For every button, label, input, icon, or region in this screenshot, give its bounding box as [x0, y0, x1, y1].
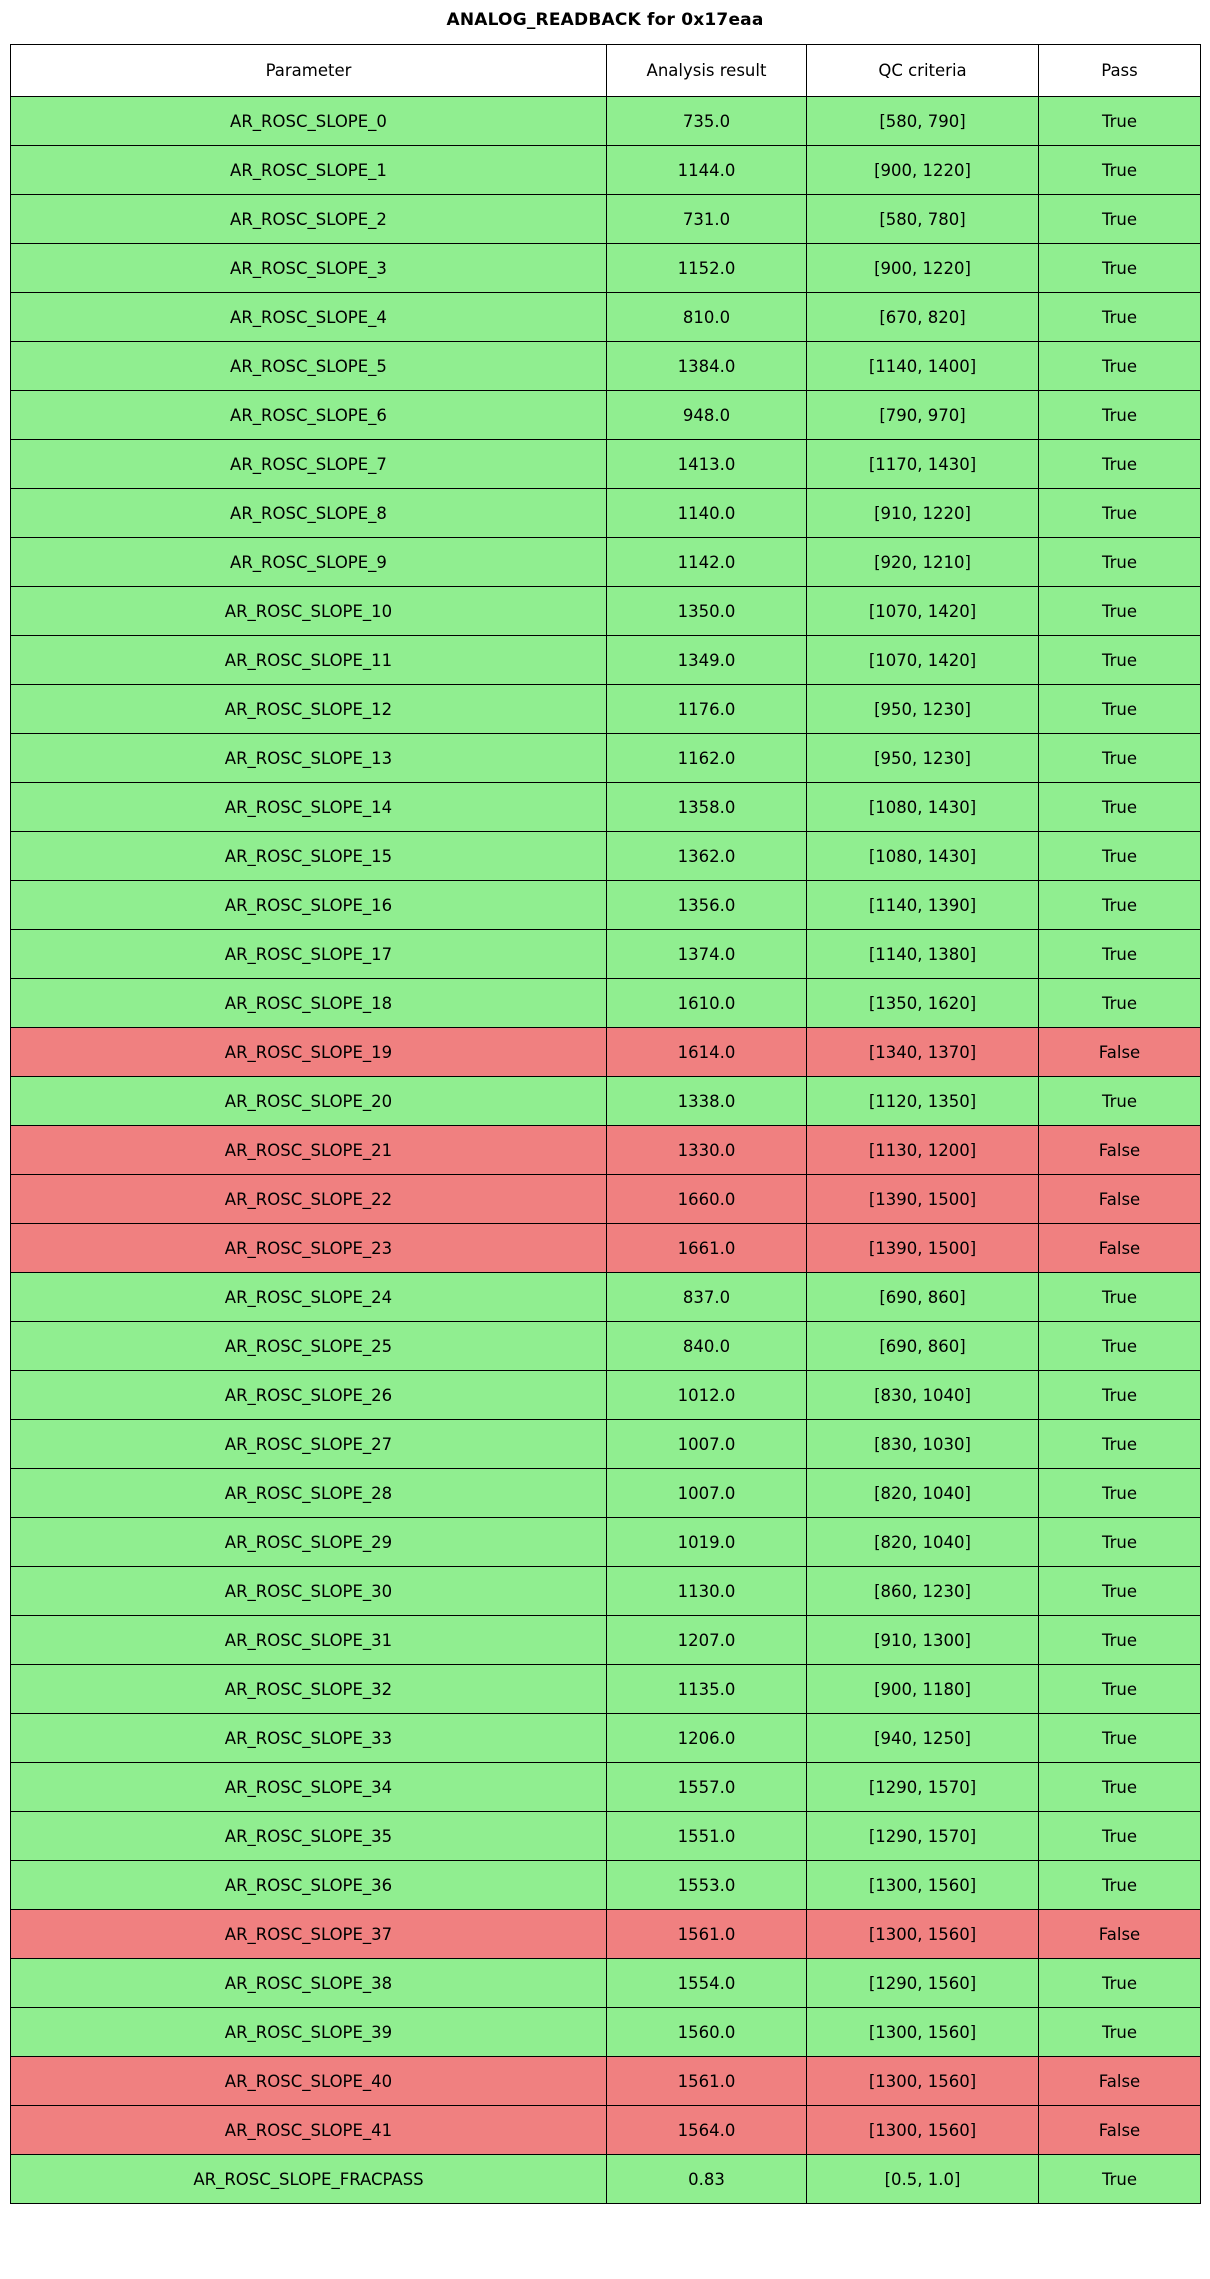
cell-qc-criteria: [860, 1230]: [807, 1567, 1039, 1616]
cell-pass: True: [1039, 1959, 1201, 2008]
cell-analysis-result: 1356.0: [607, 881, 807, 930]
cell-qc-criteria: [910, 1300]: [807, 1616, 1039, 1665]
cell-analysis-result: 1206.0: [607, 1714, 807, 1763]
cell-analysis-result: 1553.0: [607, 1861, 807, 1910]
cell-parameter: AR_ROSC_SLOPE_22: [11, 1175, 607, 1224]
cell-analysis-result: 1135.0: [607, 1665, 807, 1714]
qc-results-table: [10, 44, 1201, 2204]
cell-analysis-result: 1012.0: [607, 1371, 807, 1420]
cell-qc-criteria: [820, 1040]: [807, 1469, 1039, 1518]
cell-parameter: AR_ROSC_SLOPE_25: [11, 1322, 607, 1371]
table-row: [11, 2008, 1201, 2057]
cell-parameter: AR_ROSC_SLOPE_6: [11, 391, 607, 440]
table-row: [11, 1518, 1201, 1567]
cell-parameter: AR_ROSC_SLOPE_33: [11, 1714, 607, 1763]
cell-parameter: AR_ROSC_SLOPE_FRACPASS: [11, 2155, 607, 2204]
table-row: [11, 930, 1201, 979]
table-row: [11, 2106, 1201, 2155]
cell-pass: True: [1039, 685, 1201, 734]
table-row: [11, 244, 1201, 293]
cell-analysis-result: 1362.0: [607, 832, 807, 881]
table-row: [11, 2155, 1201, 2204]
cell-qc-criteria: [0.5, 1.0]: [807, 2155, 1039, 2204]
cell-pass: True: [1039, 244, 1201, 293]
cell-parameter: AR_ROSC_SLOPE_21: [11, 1126, 607, 1175]
cell-qc-criteria: [940, 1250]: [807, 1714, 1039, 1763]
cell-parameter: AR_ROSC_SLOPE_35: [11, 1812, 607, 1861]
cell-qc-criteria: [830, 1040]: [807, 1371, 1039, 1420]
cell-pass: True: [1039, 734, 1201, 783]
cell-pass: True: [1039, 195, 1201, 244]
cell-qc-criteria: [790, 970]: [807, 391, 1039, 440]
cell-qc-criteria: [1080, 1430]: [807, 832, 1039, 881]
cell-analysis-result: 1152.0: [607, 244, 807, 293]
cell-analysis-result: 837.0: [607, 1273, 807, 1322]
cell-qc-criteria: [1300, 1560]: [807, 2106, 1039, 2155]
table-row: [11, 489, 1201, 538]
cell-analysis-result: 1561.0: [607, 1910, 807, 1959]
page-title: ANALOG_READBACK for 0x17eaa: [446, 10, 764, 30]
cell-analysis-result: 0.83: [607, 2155, 807, 2204]
cell-pass: True: [1039, 293, 1201, 342]
cell-pass: True: [1039, 1420, 1201, 1469]
cell-parameter: AR_ROSC_SLOPE_17: [11, 930, 607, 979]
cell-pass: True: [1039, 1665, 1201, 1714]
cell-qc-criteria: [1340, 1370]: [807, 1028, 1039, 1077]
table-row: [11, 1028, 1201, 1077]
cell-analysis-result: 1660.0: [607, 1175, 807, 1224]
cell-qc-criteria: [1390, 1500]: [807, 1175, 1039, 1224]
table-row: [11, 1616, 1201, 1665]
cell-qc-criteria: [1290, 1560]: [807, 1959, 1039, 2008]
table-row: [11, 1861, 1201, 1910]
cell-parameter: AR_ROSC_SLOPE_28: [11, 1469, 607, 1518]
cell-qc-criteria: [1120, 1350]: [807, 1077, 1039, 1126]
cell-qc-criteria: [900, 1180]: [807, 1665, 1039, 1714]
cell-qc-criteria: [1300, 1560]: [807, 2008, 1039, 2057]
column-header-analysis-result: Analysis result: [607, 45, 807, 97]
cell-parameter: AR_ROSC_SLOPE_14: [11, 783, 607, 832]
cell-analysis-result: 1374.0: [607, 930, 807, 979]
table-row: [11, 1567, 1201, 1616]
table-row: [11, 1812, 1201, 1861]
cell-pass: True: [1039, 538, 1201, 587]
cell-qc-criteria: [1300, 1560]: [807, 1910, 1039, 1959]
table-row: [11, 1910, 1201, 1959]
table-row: [11, 1959, 1201, 2008]
cell-analysis-result: 1358.0: [607, 783, 807, 832]
column-header-parameter: Parameter: [11, 45, 607, 97]
cell-parameter: AR_ROSC_SLOPE_0: [11, 97, 607, 146]
cell-pass: True: [1039, 636, 1201, 685]
cell-qc-criteria: [900, 1220]: [807, 244, 1039, 293]
table-row: [11, 832, 1201, 881]
cell-analysis-result: 1614.0: [607, 1028, 807, 1077]
cell-parameter: AR_ROSC_SLOPE_24: [11, 1273, 607, 1322]
cell-parameter: AR_ROSC_SLOPE_27: [11, 1420, 607, 1469]
cell-qc-criteria: [1080, 1430]: [807, 783, 1039, 832]
table-row: [11, 1175, 1201, 1224]
cell-parameter: AR_ROSC_SLOPE_11: [11, 636, 607, 685]
column-header-pass: Pass: [1039, 45, 1201, 97]
cell-analysis-result: 1557.0: [607, 1763, 807, 1812]
cell-parameter: AR_ROSC_SLOPE_38: [11, 1959, 607, 2008]
cell-analysis-result: 1330.0: [607, 1126, 807, 1175]
cell-analysis-result: 1349.0: [607, 636, 807, 685]
cell-pass: True: [1039, 881, 1201, 930]
cell-pass: True: [1039, 2155, 1201, 2204]
table-container: [0, 44, 1210, 2214]
header-row: [11, 45, 1201, 97]
cell-parameter: AR_ROSC_SLOPE_31: [11, 1616, 607, 1665]
cell-qc-criteria: [1350, 1620]: [807, 979, 1039, 1028]
cell-parameter: AR_ROSC_SLOPE_4: [11, 293, 607, 342]
cell-pass: True: [1039, 587, 1201, 636]
cell-qc-criteria: [1300, 1560]: [807, 1861, 1039, 1910]
cell-pass: True: [1039, 1518, 1201, 1567]
cell-analysis-result: 1162.0: [607, 734, 807, 783]
cell-parameter: AR_ROSC_SLOPE_18: [11, 979, 607, 1028]
cell-qc-criteria: [820, 1040]: [807, 1518, 1039, 1567]
cell-analysis-result: 840.0: [607, 1322, 807, 1371]
cell-parameter: AR_ROSC_SLOPE_10: [11, 587, 607, 636]
table-row: [11, 1322, 1201, 1371]
table-row: [11, 1224, 1201, 1273]
cell-parameter: AR_ROSC_SLOPE_7: [11, 440, 607, 489]
cell-qc-criteria: [1300, 1560]: [807, 2057, 1039, 2106]
cell-pass: True: [1039, 1469, 1201, 1518]
cell-qc-criteria: [900, 1220]: [807, 146, 1039, 195]
cell-analysis-result: 1140.0: [607, 489, 807, 538]
cell-parameter: AR_ROSC_SLOPE_5: [11, 342, 607, 391]
table-row: [11, 1077, 1201, 1126]
table-row: [11, 587, 1201, 636]
cell-qc-criteria: [1070, 1420]: [807, 587, 1039, 636]
cell-parameter: AR_ROSC_SLOPE_29: [11, 1518, 607, 1567]
cell-analysis-result: 1207.0: [607, 1616, 807, 1665]
cell-parameter: AR_ROSC_SLOPE_9: [11, 538, 607, 587]
cell-analysis-result: 1144.0: [607, 146, 807, 195]
cell-pass: True: [1039, 440, 1201, 489]
table-row: [11, 734, 1201, 783]
cell-analysis-result: 1610.0: [607, 979, 807, 1028]
column-header-qc-criteria: QC criteria: [807, 45, 1039, 97]
cell-analysis-result: 1019.0: [607, 1518, 807, 1567]
table-row: [11, 1371, 1201, 1420]
cell-pass: True: [1039, 2008, 1201, 2057]
table-row: [11, 97, 1201, 146]
cell-parameter: AR_ROSC_SLOPE_19: [11, 1028, 607, 1077]
cell-pass: True: [1039, 146, 1201, 195]
cell-parameter: AR_ROSC_SLOPE_23: [11, 1224, 607, 1273]
cell-analysis-result: 1007.0: [607, 1420, 807, 1469]
cell-pass: False: [1039, 1126, 1201, 1175]
table-row: [11, 146, 1201, 195]
cell-analysis-result: 1661.0: [607, 1224, 807, 1273]
cell-parameter: AR_ROSC_SLOPE_37: [11, 1910, 607, 1959]
cell-parameter: AR_ROSC_SLOPE_36: [11, 1861, 607, 1910]
cell-parameter: AR_ROSC_SLOPE_12: [11, 685, 607, 734]
cell-qc-criteria: [580, 780]: [807, 195, 1039, 244]
cell-pass: True: [1039, 342, 1201, 391]
cell-pass: True: [1039, 783, 1201, 832]
cell-analysis-result: 1338.0: [607, 1077, 807, 1126]
cell-analysis-result: 1554.0: [607, 1959, 807, 2008]
cell-pass: True: [1039, 97, 1201, 146]
cell-parameter: AR_ROSC_SLOPE_2: [11, 195, 607, 244]
cell-qc-criteria: [920, 1210]: [807, 538, 1039, 587]
cell-qc-criteria: [1170, 1430]: [807, 440, 1039, 489]
table-row: [11, 636, 1201, 685]
cell-analysis-result: 1413.0: [607, 440, 807, 489]
cell-qc-criteria: [690, 860]: [807, 1273, 1039, 1322]
cell-parameter: AR_ROSC_SLOPE_16: [11, 881, 607, 930]
cell-parameter: AR_ROSC_SLOPE_3: [11, 244, 607, 293]
table-row: [11, 1763, 1201, 1812]
table-row: [11, 783, 1201, 832]
cell-parameter: AR_ROSC_SLOPE_30: [11, 1567, 607, 1616]
cell-pass: True: [1039, 979, 1201, 1028]
cell-pass: True: [1039, 1273, 1201, 1322]
cell-pass: False: [1039, 1910, 1201, 1959]
cell-analysis-result: 1551.0: [607, 1812, 807, 1861]
cell-qc-criteria: [1130, 1200]: [807, 1126, 1039, 1175]
cell-qc-criteria: [950, 1230]: [807, 685, 1039, 734]
cell-analysis-result: 1176.0: [607, 685, 807, 734]
table-row: [11, 2057, 1201, 2106]
cell-pass: True: [1039, 391, 1201, 440]
cell-pass: True: [1039, 1763, 1201, 1812]
table-header: [11, 45, 1201, 97]
cell-analysis-result: 1142.0: [607, 538, 807, 587]
cell-qc-criteria: [1070, 1420]: [807, 636, 1039, 685]
cell-pass: True: [1039, 930, 1201, 979]
cell-parameter: AR_ROSC_SLOPE_13: [11, 734, 607, 783]
cell-parameter: AR_ROSC_SLOPE_15: [11, 832, 607, 881]
cell-pass: False: [1039, 2106, 1201, 2155]
cell-parameter: AR_ROSC_SLOPE_40: [11, 2057, 607, 2106]
cell-parameter: AR_ROSC_SLOPE_39: [11, 2008, 607, 2057]
cell-parameter: AR_ROSC_SLOPE_34: [11, 1763, 607, 1812]
cell-qc-criteria: [830, 1030]: [807, 1420, 1039, 1469]
table-row: [11, 195, 1201, 244]
cell-parameter: AR_ROSC_SLOPE_26: [11, 1371, 607, 1420]
cell-analysis-result: 1350.0: [607, 587, 807, 636]
table-row: [11, 293, 1201, 342]
cell-qc-criteria: [1290, 1570]: [807, 1812, 1039, 1861]
cell-pass: True: [1039, 1322, 1201, 1371]
cell-pass: True: [1039, 1812, 1201, 1861]
table-row: [11, 1469, 1201, 1518]
cell-qc-criteria: [670, 820]: [807, 293, 1039, 342]
table-row: [11, 1126, 1201, 1175]
table-row: [11, 979, 1201, 1028]
cell-pass: False: [1039, 1175, 1201, 1224]
cell-analysis-result: 1561.0: [607, 2057, 807, 2106]
table-row: [11, 440, 1201, 489]
table-row: [11, 391, 1201, 440]
cell-pass: False: [1039, 1224, 1201, 1273]
cell-parameter: AR_ROSC_SLOPE_20: [11, 1077, 607, 1126]
table-row: [11, 1714, 1201, 1763]
table-row: [11, 1665, 1201, 1714]
cell-pass: True: [1039, 1077, 1201, 1126]
cell-parameter: AR_ROSC_SLOPE_8: [11, 489, 607, 538]
cell-qc-criteria: [690, 860]: [807, 1322, 1039, 1371]
table-row: [11, 1420, 1201, 1469]
cell-qc-criteria: [1140, 1390]: [807, 881, 1039, 930]
cell-analysis-result: 735.0: [607, 97, 807, 146]
cell-analysis-result: 1384.0: [607, 342, 807, 391]
cell-parameter: AR_ROSC_SLOPE_1: [11, 146, 607, 195]
cell-qc-criteria: [1290, 1570]: [807, 1763, 1039, 1812]
cell-parameter: AR_ROSC_SLOPE_41: [11, 2106, 607, 2155]
cell-analysis-result: 1560.0: [607, 2008, 807, 2057]
table-row: [11, 881, 1201, 930]
cell-pass: True: [1039, 1714, 1201, 1763]
cell-pass: False: [1039, 2057, 1201, 2106]
cell-analysis-result: 1130.0: [607, 1567, 807, 1616]
cell-analysis-result: 731.0: [607, 195, 807, 244]
cell-pass: True: [1039, 1371, 1201, 1420]
cell-qc-criteria: [1140, 1400]: [807, 342, 1039, 391]
cell-analysis-result: 1564.0: [607, 2106, 807, 2155]
cell-analysis-result: 948.0: [607, 391, 807, 440]
cell-qc-criteria: [1390, 1500]: [807, 1224, 1039, 1273]
table-row: [11, 538, 1201, 587]
cell-pass: True: [1039, 1616, 1201, 1665]
table-row: [11, 685, 1201, 734]
cell-pass: True: [1039, 832, 1201, 881]
cell-pass: True: [1039, 1861, 1201, 1910]
cell-pass: True: [1039, 489, 1201, 538]
cell-qc-criteria: [910, 1220]: [807, 489, 1039, 538]
cell-qc-criteria: [950, 1230]: [807, 734, 1039, 783]
cell-pass: False: [1039, 1028, 1201, 1077]
cell-parameter: AR_ROSC_SLOPE_32: [11, 1665, 607, 1714]
cell-analysis-result: 1007.0: [607, 1469, 807, 1518]
cell-analysis-result: 810.0: [607, 293, 807, 342]
cell-qc-criteria: [580, 790]: [807, 97, 1039, 146]
table-row: [11, 1273, 1201, 1322]
table-row: [11, 342, 1201, 391]
cell-qc-criteria: [1140, 1380]: [807, 930, 1039, 979]
table-body: [11, 97, 1201, 2204]
cell-pass: True: [1039, 1567, 1201, 1616]
